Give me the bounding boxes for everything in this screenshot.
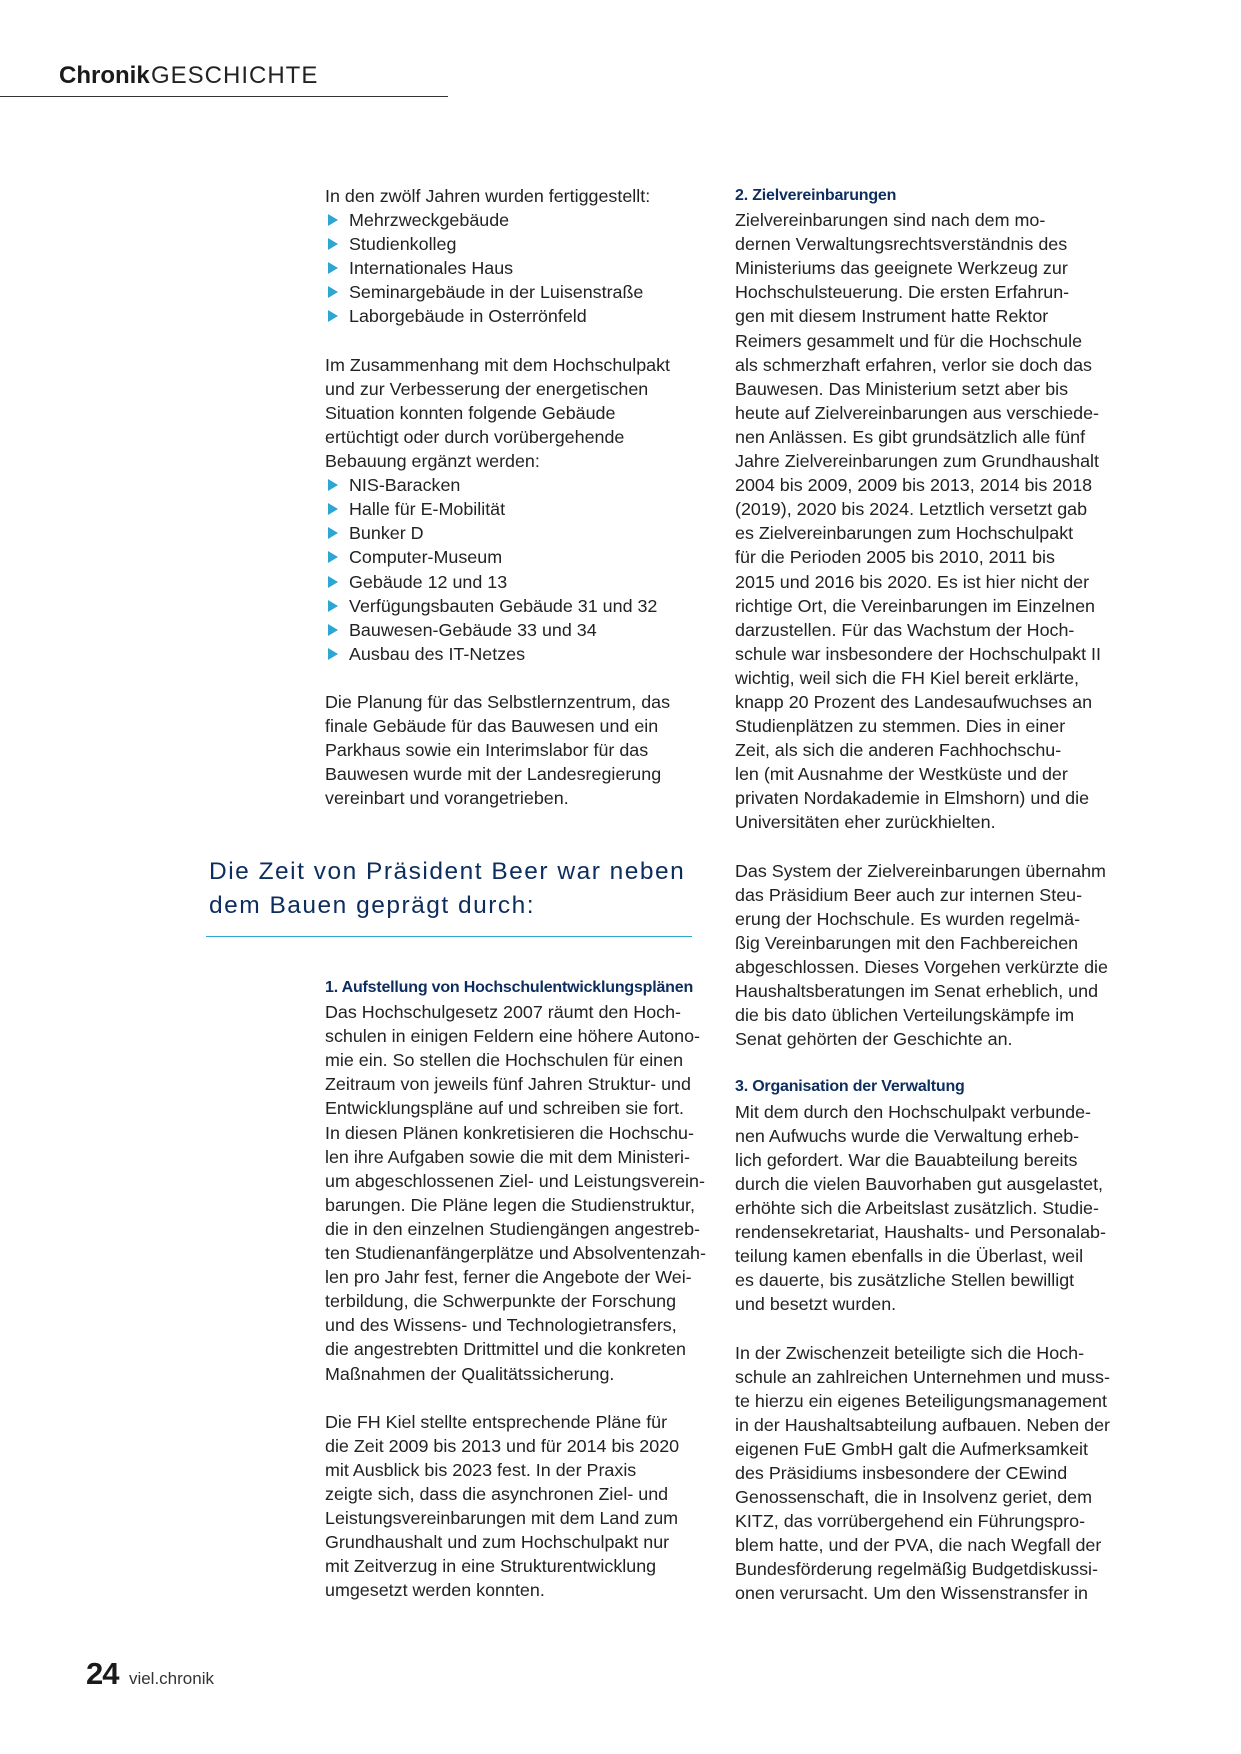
lower-left-column	[325, 976, 720, 1602]
bullet-triangle-icon	[328, 214, 338, 226]
paragraph-beteiligungen: In der Zwischenzeit beteiligte sich die Hoch- schule an zahlreichen Unternehmen und muss- te hierzu ein eigenes Beteiligungsmanagement in der Haushaltsabteilung aufbauen. Neben der eigenen FuE GmbH galt die Aufmerksamkeit des Präsidiums insbesondere der CEwind Genossenschaft, die in Insolvenz geriet, dem KITZ, das vorrübergehend ein Führungspro- blem hatte, und der PVA, die nach Wegfall der Bundesförderung regelmäßig Budgetdiskussi- onen verursacht. Um den Wissenstransfer in	[735, 1342, 1110, 1604]
bullet-triangle-icon	[328, 576, 338, 588]
list-item: Seminargebäude in der Luisenstraße	[325, 280, 720, 304]
header-section-light: GESCHICHTE	[151, 62, 319, 89]
page-header	[0, 62, 448, 97]
upgraded-buildings-list	[325, 473, 720, 666]
paragraph-hochschulgesetz: Das Hochschulgesetz 2007 räumt den Hoch- schulen in einigen Feldern eine höhere Autono- mie ein. So stellen die Hochschulen für einen Zeitraum von jeweils fünf Jahren Struktur- und Entwicklungspläne auf und schreiben sie fort. In diesen Plänen konkretisieren die Hochschu- len ihre Aufgaben sowie die mit dem Ministeri- um abgeschlossenen Ziel- und Leistungsverein- barungen. Die Pläne legen die Studienstruktur, die in den einzelnen Studiengängen angestreb- ten Studienanfängerplätze und Absolventenzah- len pro Jahr fest, ferner die Angebote der Wei- terbildung, die Schwerpunkte der Forschung und des Wissens- und Technologietransfers, die angestrebten Drittmittel und die konkreten Maßnahmen der Qualitätssicherung.	[325, 1002, 706, 1384]
section-heading: Die Zeit von Präsident Beer war neben dem Bauen geprägt durch:	[209, 858, 686, 919]
subhead-zielvereinbarungen: 2. Zielvereinbarungen	[735, 187, 897, 204]
paragraph-hochschulpakt: Im Zusammenhang mit dem Hochschulpakt und zur Verbesserung der energetischen Situation konnten folgende Gebäude ertüchtigt oder durch vorübergehende Bebauung ergänzt werden:	[325, 354, 671, 472]
bullet-triangle-icon	[328, 527, 338, 539]
list-item: Internationales Haus	[325, 256, 720, 280]
list-item: Verfügungsbauten Gebäude 31 und 32	[325, 594, 720, 618]
bullet-triangle-icon	[328, 310, 338, 322]
list-item: Mehrzweckgebäude	[325, 208, 720, 232]
subhead-entwicklungsplaene: 1. Aufstellung von Hochschulentwicklungsplänen	[325, 979, 694, 996]
upper-left-column	[325, 184, 720, 810]
bullet-triangle-icon	[328, 648, 338, 660]
magazine-name: viel.chronik	[128, 1669, 214, 1688]
completed-buildings-list	[325, 208, 720, 328]
bullet-triangle-icon	[328, 479, 338, 491]
list-item: Studienkolleg	[325, 232, 720, 256]
subhead-verwaltung: 3. Organisation der Verwaltung	[735, 1078, 965, 1096]
list-item: Halle für E-Mobilität	[325, 497, 720, 521]
bullet-triangle-icon	[328, 238, 338, 250]
list-item: Computer-Museum	[325, 545, 720, 569]
list-item: Laborgebäude in Osterrönfeld	[325, 304, 720, 328]
intro-line: In den zwölf Jahren wurden fertiggestellt:	[325, 186, 651, 206]
bullet-triangle-icon	[328, 286, 338, 298]
page-footer	[86, 1656, 214, 1692]
list-item: Gebäude 12 und 13	[325, 570, 720, 594]
bullet-triangle-icon	[328, 503, 338, 515]
paragraph-zielvereinbarungen: Zielvereinbarungen sind nach dem mo- dernen Verwaltungsrechtsverständnis des Ministeriums das geeignete Werkzeug zur Hochschulsteuerung. Die ersten Erfahrun- gen mit diesem Instrument hatte Rektor Reimers gesammelt und für die Hochschule als schmerzhaft erfahren, verlor sie doch das Bauwesen. Das Ministerium setzt aber bis heute auf Zielvereinbarungen aus verschiede- nen Anlässen. Es gibt grundsätzlich alle fünf Jahre Zielvereinbarungen zum Grundhaushalt 2004 bis 2009, 2009 bis 2013, 2014 bis 2018 (2019), 2020 bis 2024. Letztlich versetzt gab es Zielvereinbarungen zum Hochschulpakt für die Perioden 2005 bis 2010, 2011 bis 2015 und 2016 bis 2020. Es ist hier nicht der richtige Ort, die Vereinbarungen im Einzelnen darzustellen. Für das Wachstum der Hoch- schule war insbesondere der Hochschulpakt II wichtig, weil sich die FH Kiel bereit erklärte, knapp 20 Prozent des Landesaufwuchses an Studienplätzen zu stemmen. Dies in einer Zeit, als sich die anderen Fachhochschu- len (mit Ausnahme der Westküste und der privaten Nordakademie in Elmshorn) und die Universitäten eher zurückhielten.	[735, 210, 1101, 833]
heading-divider	[206, 936, 692, 937]
bullet-triangle-icon	[328, 262, 338, 274]
bullet-triangle-icon	[328, 600, 338, 612]
bullet-triangle-icon	[328, 551, 338, 563]
list-item: NIS-Baracken	[325, 473, 720, 497]
paragraph-internal-steering: Das System der Zielvereinbarungen übernahm das Präsidium Beer auch zur internen Steu- erung der Hochschule. Es wurden regelmä- ßig Vereinbarungen mit den Fachbereichen abgeschlossen. Dieses Vorgehen verkürzte die Haushaltsberatungen im Senat erheblich, und die bis dato üblichen Verteilungskämpfe im Senat gehörten der Geschichte an.	[735, 860, 1108, 1050]
list-item: Bauwesen-Gebäude 33 und 34	[325, 618, 720, 642]
page-number: 24	[86, 1656, 119, 1691]
paragraph-verwaltung: Mit dem durch den Hochschulpakt verbunde- nen Aufwuchs wurde die Verwaltung erheb- lich gefordert. War die Bauabteilung bereits durch die vielen Bauvorhaben gut ausgelastet, erhöhte sich die Arbeitslast zusätzlich. Studie- rendensekretariat, Haushalts- und Personalab- teilung kamen ebenfalls in die Überlast, weil es dauerte, bis zusätzliche Stellen bewilligt und besetzt wurden.	[735, 1101, 1106, 1315]
right-column	[735, 184, 1130, 1606]
bullet-triangle-icon	[328, 624, 338, 636]
paragraph-planning: Die Planung für das Selbstlernzentrum, das finale Gebäude für das Bauwesen und ein Parkhaus sowie ein Interimslabor für das Bauwesen wurde mit der Landesregierung vereinbart und vorangetrieben.	[325, 691, 671, 809]
list-item: Bunker D	[325, 521, 720, 545]
list-item: Ausbau des IT-Netzes	[325, 642, 720, 666]
paragraph-fh-kiel-plaene: Die FH Kiel stellte entsprechende Pläne für die Zeit 2009 bis 2013 und für 2014 bis 2020 mit Ausblick bis 2023 fest. In der Praxis zeigte sich, dass die asynchronen Ziel- und Leistungsvereinbarungen mit dem Land zum Grundhaushalt und zum Hochschulpakt nur mit Zeitverzug in eine Strukturentwicklung umgesetzt werden konnten.	[325, 1411, 680, 1601]
header-section-strong: Chronik	[59, 62, 150, 89]
